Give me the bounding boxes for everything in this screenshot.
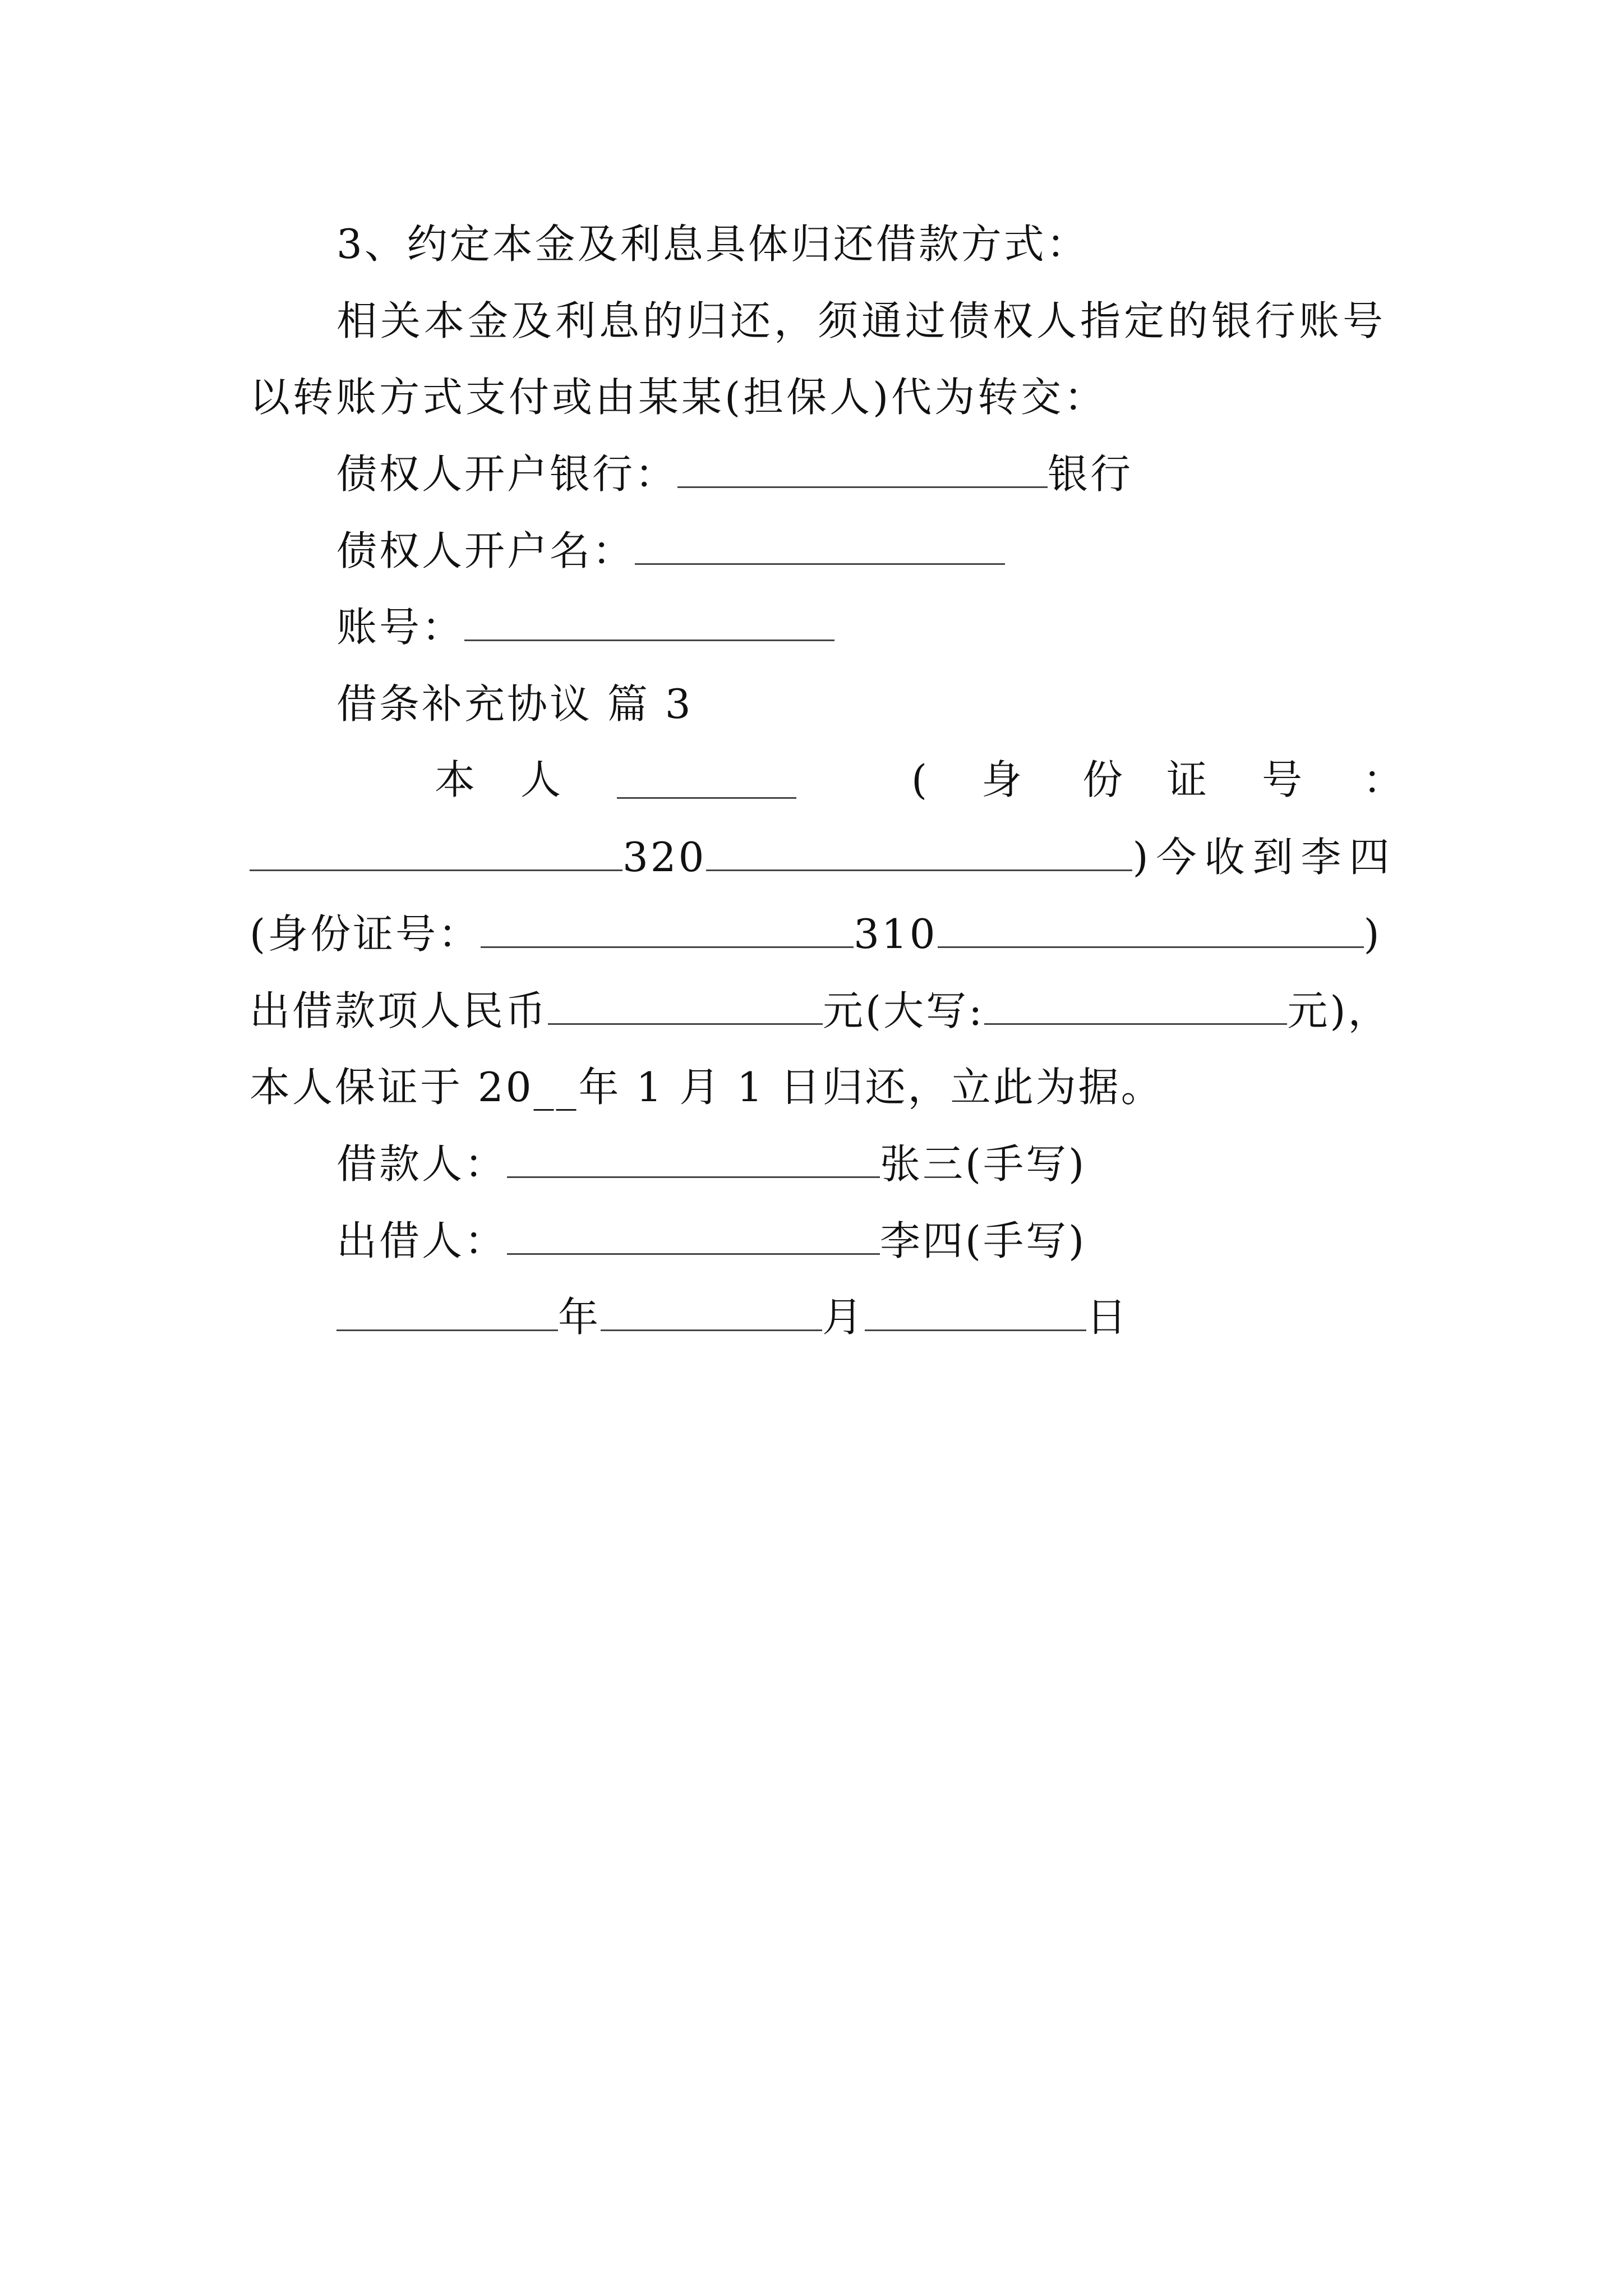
bank-blank[interactable] (677, 444, 1048, 488)
date-row (336, 1283, 1129, 1351)
receipt-text: )今收到李四 (1132, 834, 1398, 881)
paren: ) (1363, 910, 1382, 958)
lender-signature-row (336, 1207, 1086, 1274)
borrower-label: 借款人： (336, 1140, 508, 1188)
bank-field-row (336, 440, 1133, 508)
char: 号 (1262, 756, 1303, 803)
day-label: 日 (1086, 1294, 1129, 1341)
amount-suffix: 元)， (1287, 987, 1391, 1034)
lender-id-label: (身份证号： (250, 910, 481, 958)
borrower-name-blank[interactable] (617, 754, 796, 799)
lender-label: 出借人： (336, 1217, 508, 1264)
char: 人 (520, 756, 561, 803)
account-name-row (336, 517, 1005, 585)
id-blank[interactable] (481, 904, 854, 948)
id-blank[interactable] (938, 904, 1364, 948)
month-blank[interactable] (601, 1287, 822, 1331)
account-number-blank[interactable] (464, 597, 834, 641)
amount-uppercase-blank[interactable] (984, 981, 1287, 1025)
amount-blank[interactable] (548, 981, 823, 1025)
amount-uppercase-label: 元(大写: (823, 987, 985, 1034)
year-label: 年 (558, 1294, 601, 1341)
borrower-signature-note: 张三(手写) (880, 1140, 1087, 1188)
char: ( (911, 756, 928, 803)
id-blank[interactable] (250, 827, 623, 871)
lender-signature-note: 李四(手写) (880, 1217, 1087, 1264)
clause-3-heading: 3、约定本金及利息具体归还借款方式： (336, 220, 1089, 268)
account-number-label: 账号： (336, 604, 465, 651)
borrower-signature-row (336, 1130, 1086, 1198)
char: ： (1363, 756, 1404, 803)
repayment-statement: 本人保证于 20__年 1 月 1 日归还，立此为据。 (250, 1064, 1164, 1111)
lender-id-row (250, 900, 1382, 968)
year-blank[interactable] (336, 1287, 558, 1331)
month-label: 月 (822, 1294, 865, 1341)
bank-label: 债权人开户银行： (336, 450, 678, 498)
char: 本 (435, 756, 476, 803)
id-prefix: 320 (623, 834, 707, 881)
account-name-blank[interactable] (635, 521, 1005, 565)
id-blank[interactable] (706, 827, 1132, 871)
lender-signature-blank[interactable] (507, 1211, 880, 1255)
paragraph-line: 以转账方式支付或由某某(担保人)代为转交： (250, 374, 1108, 421)
char: 份 (1082, 756, 1123, 803)
amount-row (250, 977, 1390, 1045)
borrower-signature-blank[interactable] (507, 1134, 880, 1178)
day-blank[interactable] (865, 1287, 1086, 1331)
account-name-label: 债权人开户名： (336, 527, 635, 574)
char: 证 (1166, 756, 1207, 803)
amount-label: 出借款项人民币 (250, 987, 548, 1034)
char: 身 (981, 756, 1022, 803)
account-number-row (336, 593, 834, 661)
borrower-id-row (250, 823, 1398, 891)
bank-suffix: 银行 (1048, 450, 1133, 498)
paragraph-line: 相关本金及利息的归还，须通过债权人指定的银行账号 (336, 297, 1387, 344)
id-prefix: 310 (854, 910, 938, 958)
section-title: 借条补充协议 篇 3 (336, 680, 693, 728)
